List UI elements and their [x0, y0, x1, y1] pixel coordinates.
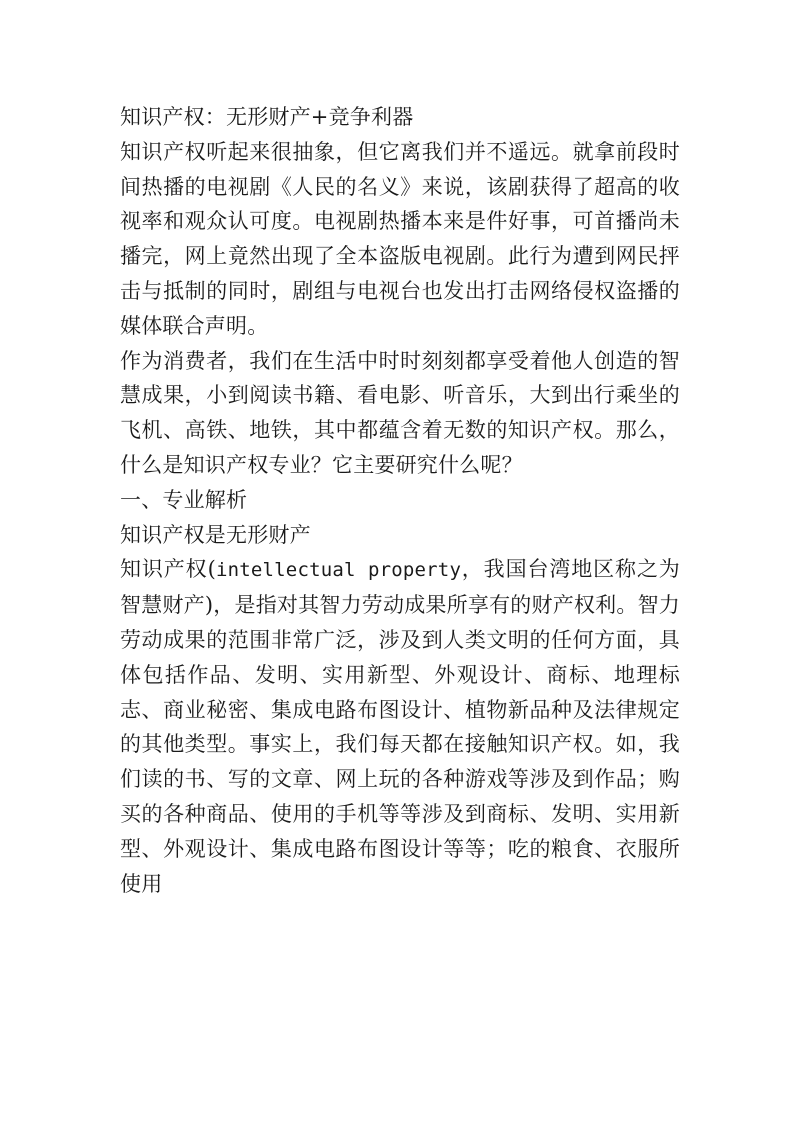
- definition-body: ，我国台湾地区称之为智慧财产)，是指对其智力劳动成果所享有的财产权利。智力劳动成果的范围非常广泛，涉及到人类文明的任何方面，具体包括作品、发明、实用新型、外观设计、商标、地理标志、商业秘密、集成电路布图设计、植物新品种及法律规定的其他类型。事实上，我们每天都在接触知识产权。如，我们读的书、写的文章、网上玩的各种游戏等涉及到作品；购买的各种商品、使用的手机等等涉及到商标、发明、实用新型、外观设计、集成电路布图设计等等；吃的粮食、衣服所使用: [120, 557, 681, 896]
- paragraph-consumer: 作为消费者，我们在生活中时时刻刻都享受着他人创造的智慧成果，小到阅读书籍、看电影、听音乐，大到出行乘坐的飞机、高铁、地铁，其中都蕴含着无数的知识产权。那么，什么是知识产权专业？它主要研究什么呢？: [120, 348, 680, 477]
- paragraph-intro: 知识产权听起来很抽象，但它离我们并不遥远。就拿前段时间热播的电视剧《人民的名义》来说，该剧获得了超高的收视率和观众认可度。电视剧热播本来是件好事，可首播尚未播完，网上竟然出现了全本盗版电视剧。此行为遭到网民抨击与抵制的同时，剧组与电视台也发出打击网络侵权盗播的媒体联合声明。: [120, 139, 680, 338]
- definition-prefix: 知识产权(: [120, 557, 216, 582]
- subheading: 知识产权是无形财产: [120, 522, 311, 547]
- document-title: 知识产权：无形财产+竞争利器: [120, 105, 414, 129]
- section-heading: 一、专业解析: [120, 487, 248, 512]
- document-page: [120, 100, 680, 901]
- definition-english-term: intellectual property: [215, 559, 462, 582]
- paragraph-definition: [120, 552, 680, 901]
